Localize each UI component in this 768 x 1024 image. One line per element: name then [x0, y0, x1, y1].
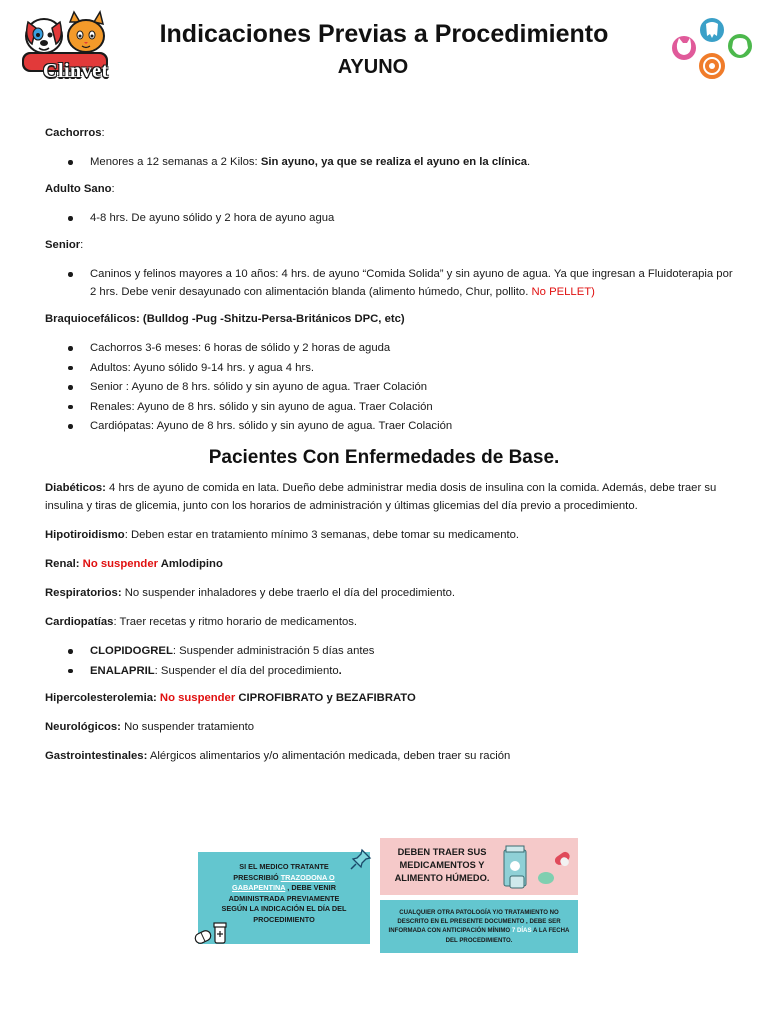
list-item — [90, 662, 735, 680]
diabeticos-text: 4 hrs de ayuno de comida en lata. Dueño debe administrar media dosis de insulina con la comida. Además, debe traer su insulina y tiras de glicemia, junto con los horarios de administración y últimas glicemias del día previo a procedimiento. — [45, 482, 717, 512]
hipotiroidismo-label: Hipotiroidismo — [45, 529, 125, 541]
logo-text: Clinvet — [43, 60, 109, 82]
card-line: SI EL MEDICO TRATANTE — [239, 862, 329, 871]
list-item: Senior : Ayuno de 8 hrs. sólido y sin ayuno de agua. Traer Colación — [90, 378, 735, 396]
sedation-notice-text — [206, 862, 362, 925]
list-item-text: Menores a 12 semanas a 2 Kilos: — [90, 156, 261, 168]
card-line: PROCEDIMIENTO — [253, 914, 315, 924]
cachorros-list — [45, 153, 735, 171]
renal-drug: Amlodipino — [158, 558, 223, 570]
senior-label: Senior — [45, 239, 81, 251]
respiratorios-text: No suspender inhaladores y debe traerlo el día del procedimiento. — [121, 587, 456, 599]
drug-highlight: GABAPENTINA — [232, 883, 286, 892]
section-title: Pacientes Con Enfermedades de Base. — [208, 447, 560, 468]
no-pellet-warning: No PELLET) — [531, 286, 595, 298]
hipotiroidismo-paragraph — [45, 526, 735, 544]
senior-heading — [45, 236, 735, 254]
pet-food-icon — [500, 844, 576, 892]
hipercolesterolemia-paragraph — [45, 689, 735, 707]
renal-paragraph — [45, 555, 735, 573]
renal-label: Renal: — [45, 558, 83, 570]
senior-suffix: : — [80, 239, 84, 251]
cachorros-suffix: : — [101, 127, 105, 139]
drug-highlight: TRAZODONA O — [280, 872, 335, 882]
senior-list — [45, 265, 735, 301]
specialty-badges — [664, 14, 758, 84]
neurologicos-text: No suspender tratamiento — [120, 720, 255, 733]
list-item: Cardiópatas: Ayuno de 8 hrs. sólido y sin ayuno de agua. Traer Colación — [90, 417, 735, 435]
respiratorios-label: Respiratorios: — [45, 587, 122, 599]
adulto-sano-heading — [45, 180, 735, 198]
page-subtitle: AYUNO — [337, 56, 409, 78]
cardiopatias-text: : Traer recetas y ritmo horario de medicamentos. — [113, 616, 358, 628]
pills-icon — [193, 922, 229, 948]
list-item — [90, 265, 735, 301]
cachorros-heading — [45, 124, 735, 142]
adulto-sano-list — [45, 209, 735, 227]
list-item: 4-8 hrs. De ayuno sólido y 2 hora de ayuno agua — [90, 209, 735, 227]
list-item: Adultos: Ayuno sólido 9-14 hrs. y agua 4 hrs. — [90, 359, 735, 377]
adulto-sano-label: Adulto Sano — [45, 183, 112, 195]
cachorros-label: Cachorros — [45, 127, 102, 139]
card-line — [206, 873, 362, 884]
braquiocefalicos-heading: Braquiocefálicos: (Bulldog -Pug -Shitzu-Persa-Británicos DPC, etc) — [45, 313, 405, 325]
gastrointestinales-text: Alérgicos alimentarios y/o alimentación medicada, deben traer su ración — [147, 749, 511, 762]
neurologicos-label: Neurológicos: — [45, 720, 121, 733]
card-text: CUALQUIER OTRA PATOLOGÍA Y/O TRATAMIENTO NO DESCRITO EN EL PRESENTE DOCUMENTO , DEBE SER INFORMADA CON ANTICIPACIÓN MÍNIMO — [388, 909, 561, 935]
list-item — [90, 153, 735, 171]
hipotiroidismo-text: : Deben estar en tratamiento mínimo 3 semanas, debe tomar su medicamento. — [124, 529, 520, 541]
pushpin-icon — [350, 848, 372, 870]
drug-instruction: : Suspender administración 5 días antes — [172, 645, 375, 657]
drug-instruction: : Suspender el día del procedimiento — [154, 664, 339, 677]
card-line: ADMINISTRADA PREVIAMENTE — [228, 893, 340, 903]
list-item-text: Caninos y felinos mayores a 10 años: 4 hrs. de ayuno “Comida Solida” y sin ayuno de agua. Ya que ingresan a Fluidoterapia por 2 hrs. Debe venir desayunado con alimentación blanda (alimento húmedo, Chur, pollito. — [90, 268, 733, 298]
drug-name: ENALAPRIL — [90, 664, 155, 677]
other-pathology-text — [385, 908, 573, 945]
drug-name: CLOPIDOGREL — [90, 645, 173, 657]
neurologicos-paragraph — [45, 718, 735, 736]
card-text: A LA FECHA DEL PROCEDIMIENTO. — [445, 927, 570, 944]
list-item: Cachorros 3-6 meses: 6 horas de sólido y 2 horas de aguda — [90, 339, 735, 357]
bring-medication-text: DEBEN TRAER SUS MEDICAMENTOS Y ALIMENTO HÚMEDO. — [394, 847, 490, 883]
list-item: Renales: Ayuno de 8 hrs. sólido y sin ayuno de agua. Traer Colación — [90, 398, 735, 416]
drug-end: . — [338, 664, 342, 677]
list-item-end: . — [527, 156, 531, 168]
card-line — [206, 883, 362, 894]
other-pathology-card — [380, 900, 578, 953]
document-body — [45, 124, 735, 776]
list-item-bold: Sin ayuno, ya que se realiza el ayuno en la clínica — [260, 156, 528, 168]
cardiopatias-paragraph — [45, 613, 735, 631]
gastrointestinales-label: Gastrointestinales: — [45, 749, 148, 762]
renal-warning: No suspender — [82, 558, 158, 570]
hipercolesterolemia-drugs: CIPROFIBRATO y BEZAFIBRATO — [235, 691, 416, 704]
card-line: SEGÚN LA INDICACIÓN EL DÍA DEL — [221, 904, 347, 913]
specialty-icons — [664, 14, 758, 84]
gastrointestinales-paragraph — [45, 747, 735, 765]
list-item — [90, 642, 735, 660]
diabeticos-label: Diabéticos: — [45, 482, 106, 494]
braquiocefalicos-list — [45, 339, 735, 435]
hipercolesterolemia-label: Hipercolesterolemia: — [45, 691, 160, 704]
cardiopatias-list — [45, 642, 735, 680]
card-text: PRESCRIBIÓ — [233, 872, 281, 882]
days-highlight: 7 DÍAS — [511, 927, 532, 935]
card-text: , DEBE VENIR — [285, 883, 336, 892]
sedation-notice-card — [198, 852, 370, 944]
page-title: Indicaciones Previas a Procedimiento — [159, 20, 609, 48]
hipercolesterolemia-warning: No suspender — [159, 691, 236, 704]
adulto-sano-suffix: : — [111, 183, 115, 195]
diabeticos-paragraph — [45, 479, 735, 515]
respiratorios-paragraph — [45, 584, 735, 602]
cardiopatias-label: Cardiopatías — [45, 616, 114, 628]
bring-medication-card — [380, 838, 578, 895]
